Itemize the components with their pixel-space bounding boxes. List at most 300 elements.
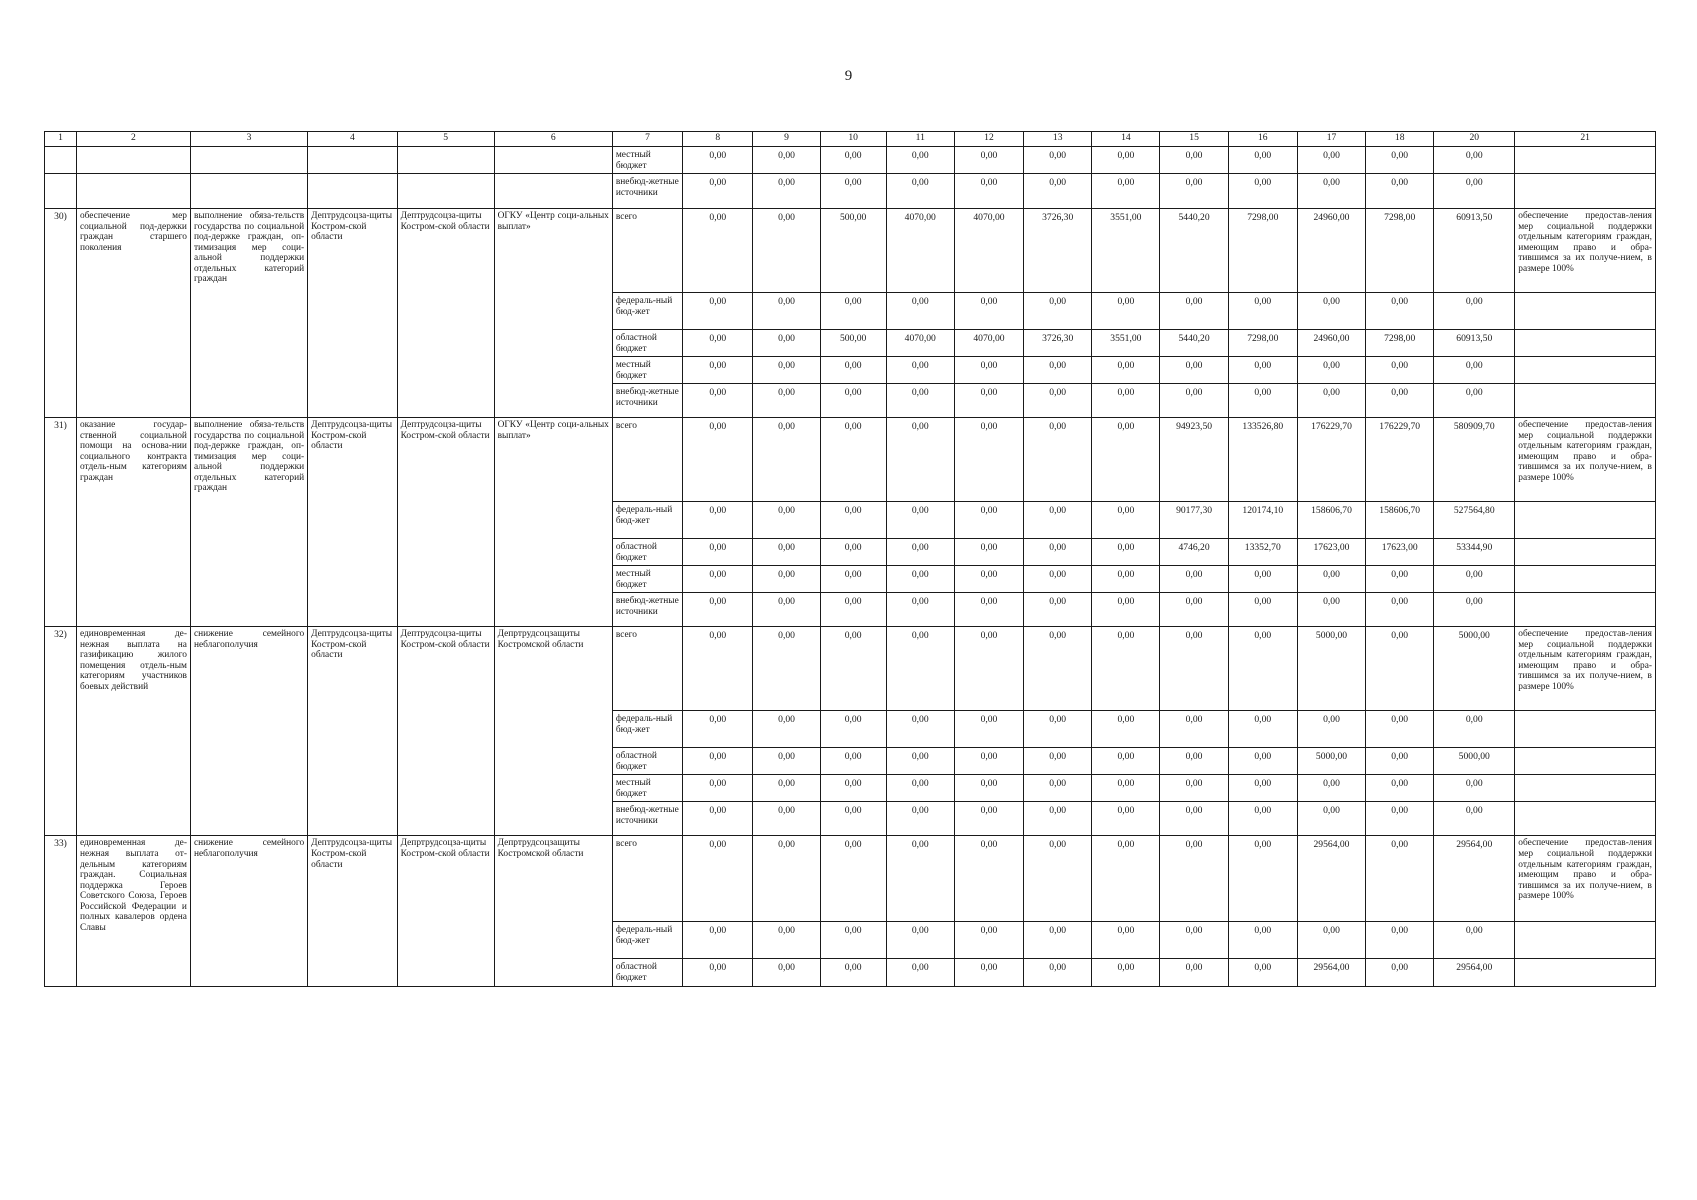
amount-cell: 90177,30 bbox=[1160, 502, 1228, 539]
empty-cell bbox=[397, 174, 494, 209]
amount-cell: 0,00 bbox=[1297, 566, 1365, 593]
amount-cell: 0,00 bbox=[954, 627, 1023, 711]
amount-cell: 0,00 bbox=[1160, 593, 1228, 627]
amount-cell: 0,00 bbox=[1024, 802, 1092, 836]
amount-cell: 0,00 bbox=[1366, 147, 1434, 174]
empty-cell bbox=[45, 147, 77, 174]
amount-cell: 0,00 bbox=[1024, 836, 1092, 922]
amount-cell: 0,00 bbox=[1160, 357, 1228, 384]
amount-cell: 0,00 bbox=[1228, 293, 1297, 330]
amount-cell: 0,00 bbox=[1024, 418, 1092, 502]
amount-cell: 0,00 bbox=[1024, 174, 1092, 209]
amount-cell: 0,00 bbox=[820, 539, 886, 566]
amount-cell: 0,00 bbox=[1024, 748, 1092, 775]
amount-cell: 0,00 bbox=[683, 836, 753, 922]
amount-cell: 0,00 bbox=[820, 566, 886, 593]
amount-cell: 0,00 bbox=[820, 775, 886, 802]
amount-cell: 0,00 bbox=[753, 209, 820, 293]
column-number: 1 bbox=[45, 132, 77, 147]
amount-cell: 0,00 bbox=[1160, 384, 1228, 418]
amount-cell: 0,00 bbox=[886, 357, 954, 384]
amount-cell: 580909,70 bbox=[1434, 418, 1515, 502]
amount-cell: 0,00 bbox=[753, 593, 820, 627]
funding-source: всего bbox=[612, 209, 682, 293]
column-number: 6 bbox=[494, 132, 612, 147]
funding-source: всего bbox=[612, 627, 682, 711]
empty-cell bbox=[494, 147, 612, 174]
amount-cell: 0,00 bbox=[954, 711, 1023, 748]
funding-source: областной бюджет bbox=[612, 330, 682, 357]
amount-cell: 0,00 bbox=[886, 627, 954, 711]
amount-cell: 0,00 bbox=[886, 174, 954, 209]
amount-cell: 0,00 bbox=[683, 775, 753, 802]
amount-cell: 0,00 bbox=[954, 959, 1023, 986]
empty-cell bbox=[1515, 775, 1656, 802]
amount-cell: 0,00 bbox=[1160, 959, 1228, 986]
amount-cell: 0,00 bbox=[1297, 147, 1365, 174]
amount-cell: 0,00 bbox=[1366, 775, 1434, 802]
amount-cell: 0,00 bbox=[1092, 748, 1160, 775]
table-body bbox=[45, 147, 1656, 987]
funding-source: внебюд-жетные источники bbox=[612, 802, 682, 836]
amount-cell: 0,00 bbox=[1160, 293, 1228, 330]
amount-cell: 0,00 bbox=[753, 384, 820, 418]
amount-cell: 29564,00 bbox=[1434, 959, 1515, 986]
amount-cell: 0,00 bbox=[1434, 802, 1515, 836]
participant: ОГКУ «Центр соци-альных выплат» bbox=[494, 418, 612, 627]
amount-cell: 0,00 bbox=[1160, 174, 1228, 209]
amount-cell: 0,00 bbox=[886, 836, 954, 922]
amount-cell: 0,00 bbox=[683, 711, 753, 748]
amount-cell: 0,00 bbox=[820, 502, 886, 539]
participant: Депртрудсоцзащиты Костромской области bbox=[494, 627, 612, 836]
amount-cell: 0,00 bbox=[1228, 836, 1297, 922]
amount-cell: 0,00 bbox=[1228, 802, 1297, 836]
amount-cell: 0,00 bbox=[1366, 357, 1434, 384]
empty-cell bbox=[1515, 922, 1656, 959]
funding-source: всего bbox=[612, 836, 682, 922]
amount-cell: 0,00 bbox=[753, 711, 820, 748]
empty-cell bbox=[1515, 147, 1656, 174]
funding-source: областной бюджет bbox=[612, 959, 682, 986]
amount-cell: 0,00 bbox=[1160, 836, 1228, 922]
amount-cell: 0,00 bbox=[1092, 627, 1160, 711]
amount-cell: 0,00 bbox=[954, 502, 1023, 539]
amount-cell: 0,00 bbox=[1092, 384, 1160, 418]
amount-cell: 4746,20 bbox=[1160, 539, 1228, 566]
co-executor: Дептрудсоцза-щиты Костром-ской области bbox=[397, 627, 494, 836]
amount-cell: 0,00 bbox=[1366, 293, 1434, 330]
amount-cell: 0,00 bbox=[683, 566, 753, 593]
item-number: 32) bbox=[45, 627, 77, 836]
amount-cell: 0,00 bbox=[1024, 922, 1092, 959]
amount-cell: 0,00 bbox=[820, 418, 886, 502]
amount-cell: 0,00 bbox=[820, 748, 886, 775]
amount-cell: 0,00 bbox=[753, 959, 820, 986]
amount-cell: 0,00 bbox=[683, 959, 753, 986]
amount-cell: 0,00 bbox=[683, 593, 753, 627]
amount-cell: 0,00 bbox=[683, 922, 753, 959]
measure-name: обеспечение мер социальной под-держки граждан старшего поколения bbox=[76, 209, 190, 418]
amount-cell: 0,00 bbox=[954, 147, 1023, 174]
empty-cell bbox=[1515, 357, 1656, 384]
amount-cell: 0,00 bbox=[1024, 539, 1092, 566]
amount-cell: 0,00 bbox=[886, 922, 954, 959]
amount-cell: 0,00 bbox=[886, 539, 954, 566]
amount-cell: 0,00 bbox=[954, 357, 1023, 384]
amount-cell: 0,00 bbox=[954, 539, 1023, 566]
amount-cell: 0,00 bbox=[1024, 566, 1092, 593]
amount-cell: 0,00 bbox=[683, 174, 753, 209]
amount-cell: 5440,20 bbox=[1160, 330, 1228, 357]
amount-cell: 0,00 bbox=[1228, 174, 1297, 209]
amount-cell: 0,00 bbox=[1092, 174, 1160, 209]
amount-cell: 5000,00 bbox=[1297, 748, 1365, 775]
amount-cell: 0,00 bbox=[820, 147, 886, 174]
responsible-executor: Дептрудсоцза-щиты Костром-ской области bbox=[308, 836, 398, 986]
amount-cell: 0,00 bbox=[1434, 711, 1515, 748]
empty-cell bbox=[45, 174, 77, 209]
funding-source: местный бюджет bbox=[612, 775, 682, 802]
amount-cell: 176229,70 bbox=[1366, 418, 1434, 502]
measure-name: единовременная де-нежная выплата от-дельным категориям граждан. Социальная поддержка Героев Советского Союза, Героев Российской Федерации и полных кавалеров ордена Славы bbox=[76, 836, 190, 986]
measure-goal: снижение семейного неблагополучия bbox=[190, 627, 307, 836]
amount-cell: 0,00 bbox=[753, 802, 820, 836]
amount-cell: 0,00 bbox=[1092, 539, 1160, 566]
expected-result: обеспечение предостав-ления мер социальной поддержки отдельным категориям граждан, имеющим право и обра-тившимся за их получе-нием, в размере 100% bbox=[1515, 836, 1656, 922]
amount-cell: 0,00 bbox=[1160, 802, 1228, 836]
amount-cell: 0,00 bbox=[753, 748, 820, 775]
funding-source: федераль-ный бюд-жет bbox=[612, 922, 682, 959]
amount-cell: 60913,50 bbox=[1434, 330, 1515, 357]
amount-cell: 0,00 bbox=[753, 293, 820, 330]
table-row bbox=[45, 836, 1656, 922]
funding-source: федераль-ный бюд-жет bbox=[612, 293, 682, 330]
amount-cell: 0,00 bbox=[1366, 384, 1434, 418]
amount-cell: 0,00 bbox=[683, 330, 753, 357]
amount-cell: 0,00 bbox=[1228, 627, 1297, 711]
amount-cell: 0,00 bbox=[1366, 922, 1434, 959]
amount-cell: 0,00 bbox=[954, 384, 1023, 418]
amount-cell: 0,00 bbox=[1434, 922, 1515, 959]
amount-cell: 158606,70 bbox=[1297, 502, 1365, 539]
responsible-executor: Дептрудсоцза-щиты Костром-ской области bbox=[308, 627, 398, 836]
column-number: 13 bbox=[1024, 132, 1092, 147]
amount-cell: 0,00 bbox=[1092, 566, 1160, 593]
amount-cell: 0,00 bbox=[1092, 147, 1160, 174]
empty-cell bbox=[308, 147, 398, 174]
amount-cell: 4070,00 bbox=[886, 209, 954, 293]
column-number: 7 bbox=[612, 132, 682, 147]
empty-cell bbox=[1515, 174, 1656, 209]
amount-cell: 60913,50 bbox=[1434, 209, 1515, 293]
amount-cell: 0,00 bbox=[886, 802, 954, 836]
amount-cell: 176229,70 bbox=[1297, 418, 1365, 502]
amount-cell: 0,00 bbox=[954, 836, 1023, 922]
amount-cell: 0,00 bbox=[1366, 174, 1434, 209]
amount-cell: 0,00 bbox=[886, 293, 954, 330]
funding-source: областной бюджет bbox=[612, 539, 682, 566]
funding-source: всего bbox=[612, 418, 682, 502]
amount-cell: 158606,70 bbox=[1366, 502, 1434, 539]
amount-cell: 500,00 bbox=[820, 330, 886, 357]
amount-cell: 0,00 bbox=[1297, 802, 1365, 836]
amount-cell: 0,00 bbox=[1024, 959, 1092, 986]
amount-cell: 0,00 bbox=[1228, 711, 1297, 748]
amount-cell: 0,00 bbox=[886, 384, 954, 418]
amount-cell: 0,00 bbox=[1434, 384, 1515, 418]
item-number: 30) bbox=[45, 209, 77, 418]
amount-cell: 0,00 bbox=[1297, 922, 1365, 959]
amount-cell: 0,00 bbox=[753, 330, 820, 357]
amount-cell: 0,00 bbox=[1092, 775, 1160, 802]
amount-cell: 29564,00 bbox=[1434, 836, 1515, 922]
empty-cell bbox=[190, 147, 307, 174]
amount-cell: 0,00 bbox=[820, 384, 886, 418]
empty-cell bbox=[76, 147, 190, 174]
amount-cell: 0,00 bbox=[820, 922, 886, 959]
amount-cell: 0,00 bbox=[886, 418, 954, 502]
table-row bbox=[45, 418, 1656, 502]
amount-cell: 0,00 bbox=[954, 802, 1023, 836]
column-number: 2 bbox=[76, 132, 190, 147]
amount-cell: 0,00 bbox=[1024, 593, 1092, 627]
amount-cell: 0,00 bbox=[1366, 802, 1434, 836]
item-number: 33) bbox=[45, 836, 77, 986]
column-number: 21 bbox=[1515, 132, 1656, 147]
column-number: 4 bbox=[308, 132, 398, 147]
amount-cell: 0,00 bbox=[1024, 384, 1092, 418]
amount-cell: 0,00 bbox=[820, 293, 886, 330]
expected-result: обеспечение предостав-ления мер социальной поддержки отдельным категориям граждан, имеющим право и обра-тившимся за их получе-нием, в размере 100% bbox=[1515, 418, 1656, 502]
amount-cell: 0,00 bbox=[683, 627, 753, 711]
amount-cell: 17623,00 bbox=[1297, 539, 1365, 566]
amount-cell: 0,00 bbox=[954, 593, 1023, 627]
funding-source: местный бюджет bbox=[612, 147, 682, 174]
amount-cell: 0,00 bbox=[820, 593, 886, 627]
amount-cell: 29564,00 bbox=[1297, 959, 1365, 986]
participant: Депртрудсоцзащиты Костромской области bbox=[494, 836, 612, 986]
amount-cell: 0,00 bbox=[1024, 711, 1092, 748]
amount-cell: 0,00 bbox=[1297, 384, 1365, 418]
empty-cell bbox=[1515, 593, 1656, 627]
amount-cell: 3551,00 bbox=[1092, 209, 1160, 293]
amount-cell: 0,00 bbox=[753, 627, 820, 711]
amount-cell: 0,00 bbox=[954, 775, 1023, 802]
amount-cell: 4070,00 bbox=[954, 330, 1023, 357]
amount-cell: 0,00 bbox=[1092, 593, 1160, 627]
funding-source: внебюд-жетные источники bbox=[612, 384, 682, 418]
amount-cell: 0,00 bbox=[1024, 627, 1092, 711]
measure-goal: выполнение обяза-тельств государства по социальной под-держке граждан, оп-тимизация мер соци-альной поддержки отдельных категорий граждан bbox=[190, 209, 307, 418]
amount-cell: 0,00 bbox=[1297, 174, 1365, 209]
measure-name: оказание государ-ственной социальной помощи на основа-нии социального контракта отдель-ным категориям граждан bbox=[76, 418, 190, 627]
amount-cell: 0,00 bbox=[1434, 593, 1515, 627]
amount-cell: 5000,00 bbox=[1434, 748, 1515, 775]
measure-goal: снижение семейного неблагополучия bbox=[190, 836, 307, 986]
amount-cell: 0,00 bbox=[1434, 147, 1515, 174]
column-number: 5 bbox=[397, 132, 494, 147]
amount-cell: 0,00 bbox=[1092, 959, 1160, 986]
amount-cell: 0,00 bbox=[1092, 711, 1160, 748]
amount-cell: 0,00 bbox=[1434, 174, 1515, 209]
column-number: 14 bbox=[1092, 132, 1160, 147]
amount-cell: 0,00 bbox=[1160, 775, 1228, 802]
amount-cell: 0,00 bbox=[886, 502, 954, 539]
amount-cell: 0,00 bbox=[886, 959, 954, 986]
amount-cell: 0,00 bbox=[1228, 775, 1297, 802]
amount-cell: 0,00 bbox=[753, 357, 820, 384]
amount-cell: 0,00 bbox=[683, 209, 753, 293]
amount-cell: 527564,80 bbox=[1434, 502, 1515, 539]
column-number: 8 bbox=[683, 132, 753, 147]
amount-cell: 0,00 bbox=[1297, 293, 1365, 330]
amount-cell: 0,00 bbox=[1092, 836, 1160, 922]
amount-cell: 0,00 bbox=[886, 775, 954, 802]
amount-cell: 0,00 bbox=[683, 748, 753, 775]
table-row bbox=[45, 209, 1656, 293]
amount-cell: 7298,00 bbox=[1228, 330, 1297, 357]
amount-cell: 94923,50 bbox=[1160, 418, 1228, 502]
column-number: 12 bbox=[954, 132, 1023, 147]
amount-cell: 13352,70 bbox=[1228, 539, 1297, 566]
responsible-executor: Дептрудсоцза-щиты Костром-ской области bbox=[308, 418, 398, 627]
amount-cell: 0,00 bbox=[820, 836, 886, 922]
amount-cell: 7298,00 bbox=[1228, 209, 1297, 293]
amount-cell: 7298,00 bbox=[1366, 209, 1434, 293]
amount-cell: 0,00 bbox=[886, 711, 954, 748]
empty-cell bbox=[76, 174, 190, 209]
empty-cell bbox=[1515, 711, 1656, 748]
amount-cell: 0,00 bbox=[683, 357, 753, 384]
amount-cell: 0,00 bbox=[1366, 748, 1434, 775]
page-number: 9 bbox=[844, 68, 853, 84]
amount-cell: 0,00 bbox=[1228, 959, 1297, 986]
column-number: 18 bbox=[1366, 132, 1434, 147]
amount-cell: 0,00 bbox=[753, 775, 820, 802]
amount-cell: 53344,90 bbox=[1434, 539, 1515, 566]
amount-cell: 5000,00 bbox=[1297, 627, 1365, 711]
amount-cell: 0,00 bbox=[954, 174, 1023, 209]
amount-cell: 0,00 bbox=[1366, 959, 1434, 986]
empty-cell bbox=[1515, 802, 1656, 836]
amount-cell: 0,00 bbox=[954, 418, 1023, 502]
amount-cell: 0,00 bbox=[753, 922, 820, 959]
amount-cell: 0,00 bbox=[1366, 566, 1434, 593]
amount-cell: 0,00 bbox=[1228, 922, 1297, 959]
amount-cell: 0,00 bbox=[1024, 357, 1092, 384]
amount-cell: 0,00 bbox=[820, 357, 886, 384]
co-executor: Депртрудсоцза-щиты Костром-ской области bbox=[397, 836, 494, 986]
column-number: 9 bbox=[753, 132, 820, 147]
amount-cell: 0,00 bbox=[820, 802, 886, 836]
amount-cell: 0,00 bbox=[886, 748, 954, 775]
empty-cell bbox=[494, 174, 612, 209]
column-number: 10 bbox=[820, 132, 886, 147]
amount-cell: 0,00 bbox=[1366, 627, 1434, 711]
empty-cell bbox=[397, 147, 494, 174]
measure-name: единовременная де-нежная выплата на газификацию жилого помещения отдель-ным категориям участников боевых действий bbox=[76, 627, 190, 836]
amount-cell: 0,00 bbox=[1228, 748, 1297, 775]
amount-cell: 0,00 bbox=[820, 627, 886, 711]
participant: ОГКУ «Центр соци-альных выплат» bbox=[494, 209, 612, 418]
empty-cell bbox=[1515, 566, 1656, 593]
amount-cell: 0,00 bbox=[820, 959, 886, 986]
amount-cell: 3551,00 bbox=[1092, 330, 1160, 357]
table-row bbox=[45, 627, 1656, 711]
amount-cell: 0,00 bbox=[886, 566, 954, 593]
amount-cell: 120174,10 bbox=[1228, 502, 1297, 539]
amount-cell: 0,00 bbox=[1228, 384, 1297, 418]
table-row bbox=[45, 147, 1656, 174]
amount-cell: 0,00 bbox=[1228, 593, 1297, 627]
funding-source: областной бюджет bbox=[612, 748, 682, 775]
amount-cell: 0,00 bbox=[1366, 711, 1434, 748]
amount-cell: 0,00 bbox=[1228, 566, 1297, 593]
amount-cell: 0,00 bbox=[1228, 357, 1297, 384]
amount-cell: 0,00 bbox=[954, 566, 1023, 593]
amount-cell: 0,00 bbox=[886, 147, 954, 174]
co-executor: Дептрудсоцза-щиты Костром-ской области bbox=[397, 418, 494, 627]
program-table bbox=[44, 131, 1656, 987]
amount-cell: 0,00 bbox=[1434, 775, 1515, 802]
funding-source: местный бюджет bbox=[612, 357, 682, 384]
amount-cell: 0,00 bbox=[954, 922, 1023, 959]
amount-cell: 7298,00 bbox=[1366, 330, 1434, 357]
amount-cell: 0,00 bbox=[1434, 293, 1515, 330]
amount-cell: 0,00 bbox=[1024, 502, 1092, 539]
amount-cell: 0,00 bbox=[683, 147, 753, 174]
amount-cell: 0,00 bbox=[1092, 802, 1160, 836]
amount-cell: 0,00 bbox=[820, 711, 886, 748]
amount-cell: 0,00 bbox=[753, 566, 820, 593]
amount-cell: 0,00 bbox=[1297, 711, 1365, 748]
amount-cell: 0,00 bbox=[753, 836, 820, 922]
amount-cell: 29564,00 bbox=[1297, 836, 1365, 922]
empty-cell bbox=[1515, 384, 1656, 418]
amount-cell: 133526,80 bbox=[1228, 418, 1297, 502]
responsible-executor: Дептрудсоцза-щиты Костром-ской области bbox=[308, 209, 398, 418]
amount-cell: 0,00 bbox=[1160, 711, 1228, 748]
amount-cell: 0,00 bbox=[1092, 418, 1160, 502]
amount-cell: 0,00 bbox=[683, 502, 753, 539]
amount-cell: 500,00 bbox=[820, 209, 886, 293]
expected-result: обеспечение предостав-ления мер социальной поддержки отдельным категориям граждан, имеющим право и обра-тившимся за их получе-нием, в размере 100% bbox=[1515, 627, 1656, 711]
amount-cell: 0,00 bbox=[1297, 775, 1365, 802]
amount-cell: 5000,00 bbox=[1434, 627, 1515, 711]
amount-cell: 5440,20 bbox=[1160, 209, 1228, 293]
amount-cell: 0,00 bbox=[753, 147, 820, 174]
amount-cell: 0,00 bbox=[683, 418, 753, 502]
column-number: 3 bbox=[190, 132, 307, 147]
expected-result: обеспечение предостав-ления мер социальной поддержки отдельным категориям граждан, имеющим право и обра-тившимся за их получе-нием, в размере 100% bbox=[1515, 209, 1656, 293]
amount-cell: 24960,00 bbox=[1297, 330, 1365, 357]
amount-cell: 4070,00 bbox=[954, 209, 1023, 293]
funding-source: местный бюджет bbox=[612, 566, 682, 593]
amount-cell: 0,00 bbox=[683, 384, 753, 418]
amount-cell: 0,00 bbox=[1434, 357, 1515, 384]
amount-cell: 0,00 bbox=[1024, 147, 1092, 174]
amount-cell: 0,00 bbox=[753, 539, 820, 566]
amount-cell: 0,00 bbox=[1297, 357, 1365, 384]
amount-cell: 0,00 bbox=[1024, 293, 1092, 330]
amount-cell: 0,00 bbox=[1024, 775, 1092, 802]
co-executor: Дептрудсоцза-щиты Костром-ской области bbox=[397, 209, 494, 418]
funding-source: внебюд-жетные источники bbox=[612, 593, 682, 627]
empty-cell bbox=[1515, 293, 1656, 330]
column-number-row bbox=[45, 132, 1656, 147]
amount-cell: 0,00 bbox=[1366, 593, 1434, 627]
